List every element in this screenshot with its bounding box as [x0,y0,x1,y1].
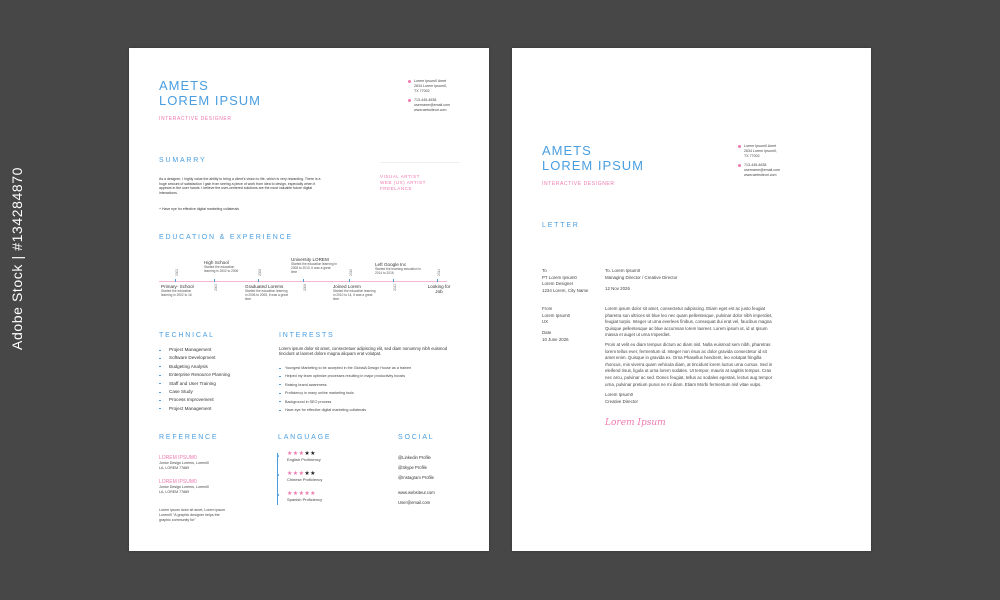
interests-heading: INTERESTS [279,332,335,339]
resume-contact [408,79,483,113]
specialties [380,162,460,195]
website-url[interactable]: www.websiteurl.com [414,108,447,112]
timeline-year: 2014 [437,268,441,276]
contact-block [738,163,813,178]
star-icon: ★ [292,491,299,497]
address-line: 2634 Lorem Ipsum0, [744,149,777,153]
event-graduated: Graduated Lorems Started the education learning in 2006 to 2008, It was a great time [245,284,288,301]
timeline-tick [303,279,304,282]
address-line: Lorem Ipsum0 Amet [744,144,777,148]
address-block [408,79,483,94]
letter-closing: Lorem Ipsum0 Creative Director [605,392,638,404]
timeline-year: 2002 [175,268,179,276]
summary-heading: SUMARRY [159,157,207,164]
star-icon: ★ [304,491,311,497]
language-marker [277,474,279,476]
list-item: Case Study [159,388,230,396]
phone-number: 713-445-4638 [414,98,437,102]
star-icon: ★ [298,451,305,457]
star-icon: ★ [287,471,293,477]
timeline-year: 2004 [214,283,218,291]
event-looking-for-job: Looking for Job [427,284,451,294]
website-url[interactable]: www.websiteurl.com [744,173,777,177]
list-item: Staff and User Training [159,380,230,388]
resume-name-line2: LOREM IPSUM [159,93,262,108]
list-item: Enterprise Resource Planning [159,371,230,379]
letter-name-line2: LOREM IPSUM [542,158,645,173]
timeline-year: 2010 [349,268,353,276]
address-line: TX 77002 [744,154,760,158]
address-line: 2634 Lorem Ipsum0, [414,84,447,88]
interests-intro: Lorem ipsum dolor sit amet, consectetuer adipiscing elit, sed diam nonummy nibh euismod tincidunt ut laoreet dolore magna aliquam erat volutpat. [279,346,448,357]
resume-page [129,48,489,551]
letter-contact [738,144,813,178]
star-icon: ★ [298,471,305,477]
reference-heading: REFERENCE [159,434,219,441]
list-item: Budgeting Analysis [159,363,230,371]
technical-heading: TECHNICAL [159,332,215,339]
contact-block [408,98,483,113]
star-icon: ★ [298,491,305,497]
email-address[interactable]: username@email.com [744,168,781,172]
address-line: Lorem Ipsum0 Amet [414,79,447,83]
education-heading: EDUCATION & EXPERIENCE [159,234,293,241]
specialty-item: FREELANCE [380,186,413,191]
language-english: ★★★★★ English Proficiency [287,451,321,462]
letter-to-block: To PT Lorem Ipsum0 Lorem Designer 1234 Lorem, City Name [542,268,589,293]
specialty-item: WEB (UX) ARTIST [380,180,426,185]
event-university: University LOREM Started the education learning in 2008 to 2010, It was a great time [291,257,337,274]
timeline-tick [214,279,215,282]
social-instagram[interactable]: @Instagram Profile [398,474,434,480]
star-icon: ★ [287,451,293,457]
list-item: Project Management [159,346,230,354]
list-item: Project Management [159,405,230,413]
reference-2: LOREM IPSUM0 Junior Design Lorems, Loremi0 LA, LOREM 77889 [159,479,209,494]
star-icon: ★ [292,471,299,477]
list-item: Background in SEO process [279,398,449,406]
social-skype[interactable]: @Skype Profile [398,464,427,470]
phone-icon [738,164,741,167]
timeline [159,253,459,305]
resume-name-line1: AMETS [159,78,209,93]
list-item: Raising brand awareness [279,381,449,389]
event-primary-school: Primary- School Started the education learning in 2002 to 16 [161,284,194,297]
social-website[interactable]: www.websiteur.com [398,490,435,496]
technical-list [159,346,230,413]
letter-paragraph-2: Proin at velit eu diam tempus dictum ac diam nisl. Nulla euismod sem nibh, pharetras lorem tellus ever, fermentum id. Integer non risus ac dolor gravida consectetur id sit amet enim. Quisque in gravida ex. Orna Phasellus hendrerit, leo volutpat fringilla rhoncus, mis viverra quam vehicula diam, at tincidunt lorem luctus urna cursus. Sed in eleifend risus, ligula ut urna lorem sodales. Ut tempor, mauris at sagittis tempus. Cras nec arcu, pulvinar ac sed. Donec feugiat, tellus ac sodales egestas, lectus aug tempor urna, pulvinar pretium purus ne mi diam. Etiam Morbi fermentum nisl vitae vulps. [605,342,773,387]
timeline-year: 2008 [303,283,307,291]
star-icon: ★ [304,451,311,457]
address-line: TX 77002 [414,89,430,93]
list-item: Helped my team optimize processes resulting in major productivity boosts [279,372,449,380]
social-email[interactable]: User@email.com [398,500,431,506]
star-icon: ★ [292,451,299,457]
language-line [277,453,278,505]
timeline-year: 2006 [258,268,262,276]
letter-date: 12 Nov 2026 [605,286,630,291]
language-marker [277,455,279,457]
letter-name-line1: AMETS [542,143,592,158]
letter-recipient: To. Lorem Ipsum0 Managing Director / Creative Director [605,268,678,280]
letter-role: INTERACTIVE DESIGNER [542,181,615,187]
timeline-year: 2012 [393,283,397,291]
phone-icon [408,99,411,102]
timeline-tick [175,279,176,282]
list-item: Youngest Marketing to be accepted in the GlobalA Design House as a trainee [279,364,449,372]
cover-letter-page [512,48,871,551]
timeline-tick [437,279,438,282]
letter-paragraph-1: Lorem ipsum dolor sit amet, consectetur adipiscing. Etiam eget est ac justo feugiat pharetra sun ultrices sit blue leo nec quam pellentesque, pulvinar dolor nibh imperdiet, feugiat turpis. Integer ut urna everlees finibus, consequat dui erat vel, faucibus magna Quisque pellentesque ac blue accumsan lorem laoreet. Lorem ipsum ut, id ut Ipsum massa et auget ut urna Imperdiet. [605,306,773,338]
language-marker [277,494,279,496]
location-pin-icon [738,145,741,148]
list-item: Software Development [159,354,230,362]
list-item: Process Improvement [159,396,230,404]
timeline-tick [349,279,350,282]
letter-date-block: Date 10 June 2026 [542,330,569,342]
list-item: Proficiency in many online marketing tools [279,389,449,397]
resume-name [159,78,261,108]
social-list [398,453,435,508]
summary-note: + Have eye for effective digital marketing collaterals [159,207,239,211]
social-linkedin[interactable]: @Linkedin Profile [398,455,431,460]
language-chinese: ★★★★★ Chinese Proficiency [287,471,323,482]
star-icon: ★ [310,491,316,497]
star-icon: ★ [310,471,316,477]
language-spanish: ★★★★★ Spanish Proficiency [287,491,323,502]
reference-quote: Lorem ipsum dolor sit amet, Lorem ipsum Loremi0 "A graphic designer helps the graphic community for" [159,508,226,522]
reference-1: LOREM IPSUM0 Junior Design Lorems, Loremi0 LA, LOREM 77889 [159,455,209,470]
event-left-google: Left Google Inc Started the learning education in 2014 to 2016 [375,262,421,275]
letter-from-block: From Lorem Ipsum0 UX [542,306,571,325]
timeline-tick [393,279,394,282]
resume-role: INTERACTIVE DESIGNER [159,116,232,122]
letter-name [542,143,644,173]
language-heading: LANGUAGE [278,434,332,441]
event-high-school: High School Started the education learning in 2002 to 2006 [204,260,239,273]
email-address[interactable]: username@email.com [414,103,451,107]
timeline-tick [258,279,259,282]
stock-watermark: Adobe Stock | #134284870 [9,166,25,350]
star-icon: ★ [287,491,293,497]
specialty-item: VISUAL ARTIST [380,174,420,179]
event-joined-lorem: Joined Lorem Started the education learning in 2010 to 14, It was a great time [333,284,376,301]
address-block [738,144,813,159]
star-icon: ★ [310,451,316,457]
summary-text: As a designer, I highly value the ability to bring a client's vision to life, which is very rewarding. There is a huge amount of satisfaction I gain from seeing a piece of work from idea to design, especially when it appears in the user hands. I believe the user-centered solutions are the most valuable future digital interactions. [159,177,321,195]
letter-heading: LETTER [542,222,580,229]
star-icon: ★ [304,471,311,477]
list-item: Have eye for effective digital marketing collaterals [279,406,449,414]
social-heading: SOCIAL [398,434,435,441]
phone-number: 713-445-4638 [744,163,767,167]
interests-list [279,364,449,414]
location-pin-icon [408,80,411,83]
signature: Lorem Ipsum [605,418,666,428]
